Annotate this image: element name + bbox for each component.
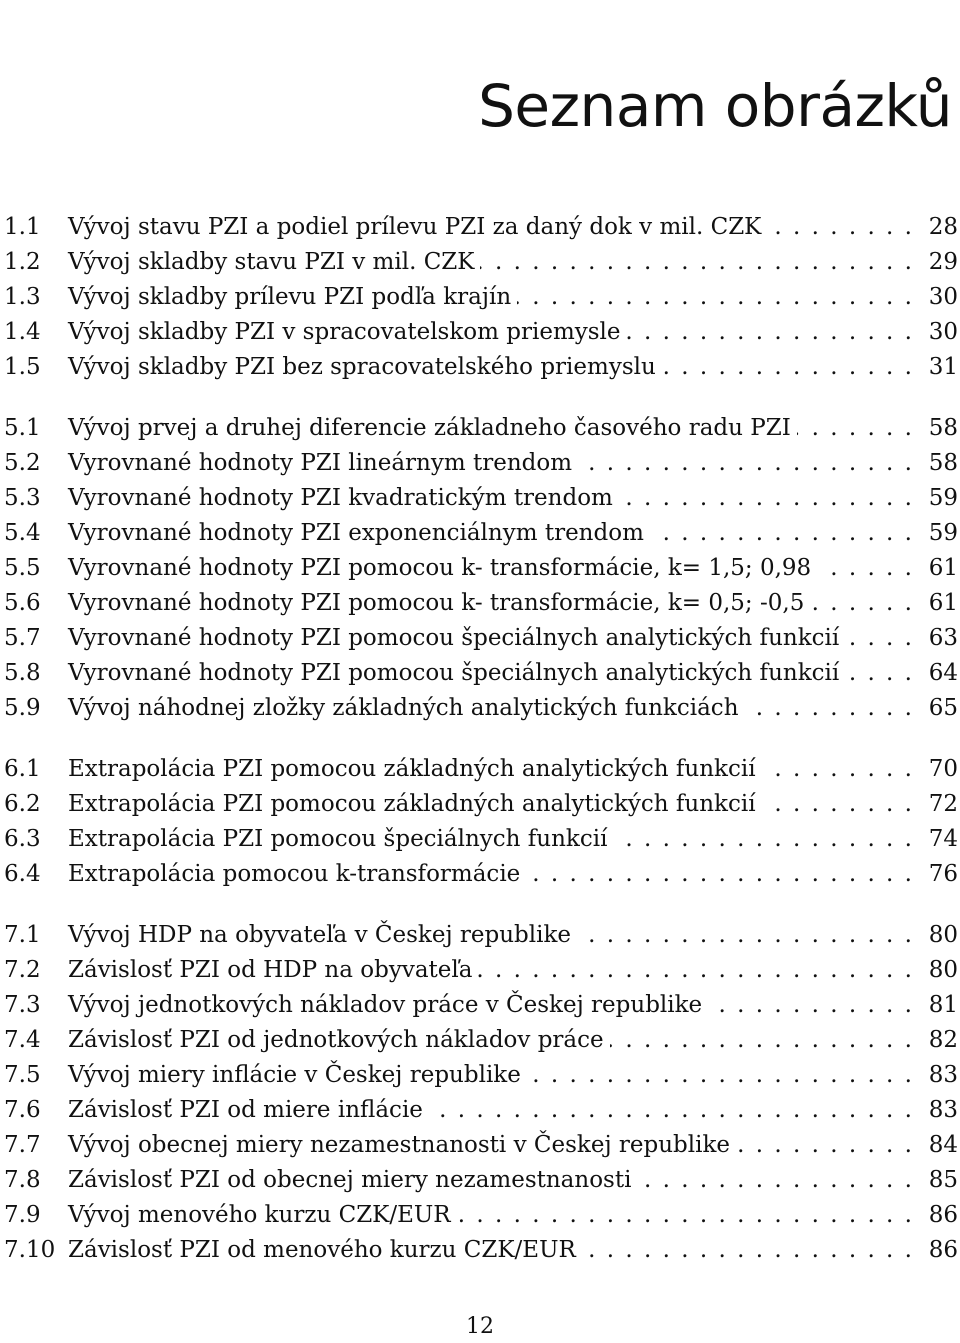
figure-page-number: 59 [928,485,958,511]
figure-page-number: 63 [928,625,958,651]
figure-entry[interactable] [0,1058,958,1093]
dot-leader [817,551,914,586]
figure-number: 7.7 [4,1132,41,1158]
figure-page-number: 59 [928,520,958,546]
figure-group [0,752,958,892]
figure-page-number: 61 [928,555,958,581]
figure-entry[interactable] [0,656,958,691]
figure-number: 7.3 [4,992,41,1018]
dot-leader [745,691,914,726]
figure-number: 6.4 [4,861,41,887]
figure-number: 5.3 [4,485,41,511]
dot-leader [582,1233,914,1268]
list-of-figures [0,210,958,1294]
figure-caption: Extrapolácia PZI pomocou základných analytických funkcií [68,791,756,817]
dot-leader [527,1058,914,1093]
dot-leader [767,210,914,245]
figure-entry[interactable] [0,1233,958,1268]
figure-entry[interactable] [0,988,958,1023]
figure-page-number: 86 [928,1202,958,1228]
figure-entry[interactable] [0,1198,958,1233]
figure-page-number: 58 [928,450,958,476]
figure-entry[interactable] [0,1023,958,1058]
figure-number: 6.3 [4,826,41,852]
figure-caption: Vývoj skladby PZI bez spracovatelského priemyslu [68,354,656,380]
dot-leader [845,656,914,691]
figure-page-number: 81 [928,992,958,1018]
figure-number: 1.4 [4,319,41,345]
dot-leader [845,621,914,656]
figure-number: 7.10 [4,1237,56,1263]
figure-number: 5.7 [4,625,41,651]
figure-caption: Vývoj náhodnej zložky základných analytických funkciách [68,695,739,721]
figure-entry[interactable] [0,551,958,586]
figure-group [0,918,958,1268]
figure-number: 7.5 [4,1062,41,1088]
dot-leader [526,857,914,892]
figure-entry[interactable] [0,1128,958,1163]
dot-leader [637,1163,914,1198]
figure-page-number: 30 [928,284,958,310]
figure-entry[interactable] [0,210,958,245]
figure-group [0,210,958,385]
dot-leader [627,315,914,350]
figure-number: 7.4 [4,1027,41,1053]
figure-caption: Vývoj stavu PZI a podiel prílevu PZI za daný dok v mil. CZK [68,214,762,240]
figure-caption: Vývoj miery inflácie v Českej republike [68,1062,521,1088]
figure-page-number: 28 [928,214,958,240]
figure-entry[interactable] [0,621,958,656]
figure-page-number: 58 [928,415,958,441]
figure-caption: Vývoj HDP na obyvateľa v Českej republike [68,922,572,948]
figure-number: 7.2 [4,957,41,983]
figure-number: 1.1 [4,214,41,240]
figure-caption: Vývoj jednotkových nákladov práce v Českej republike [68,992,703,1018]
figure-page-number: 82 [928,1027,958,1053]
figure-page-number: 61 [928,590,958,616]
figure-number: 5.4 [4,520,41,546]
dot-leader [662,350,914,385]
figure-caption: Vyrovnané hodnoty PZI kvadratickým trendom [68,485,613,511]
dot-leader [429,1093,914,1128]
figure-page-number: 85 [928,1167,958,1193]
figure-caption: Vývoj prvej a druhej diferencie základneho časového radu PZI [68,415,791,441]
figure-page-number: 31 [928,354,958,380]
figure-group [0,411,958,726]
figure-caption: Vyrovnané hodnoty PZI pomocou k- transformácie, k= 0,5; -0,5 [68,590,805,616]
figure-caption: Vyrovnané hodnoty PZI pomocou špeciálnych analytických funkcií [68,660,840,686]
figure-number: 5.6 [4,590,41,616]
figure-caption: Vyrovnané hodnoty PZI exponenciálnym trendom [68,520,644,546]
figure-page-number: 76 [928,861,958,887]
figure-caption: Závislosť PZI od HDP na obyvateľa [68,957,473,983]
dot-leader [613,822,914,857]
figure-page-number: 83 [928,1097,958,1123]
page-title: Seznam obrázků [478,71,952,140]
figure-number: 5.5 [4,555,41,581]
figure-caption: Vývoj menového kurzu CZK/EUR [68,1202,451,1228]
figure-page-number: 64 [928,660,958,686]
figure-entry[interactable] [0,918,958,953]
page-number: 12 [466,1314,494,1339]
dot-leader [810,586,914,621]
figure-entry[interactable] [0,787,958,822]
figure-number: 7.8 [4,1167,41,1193]
figure-page-number: 84 [928,1132,958,1158]
figure-number: 6.1 [4,756,41,782]
figure-number: 5.8 [4,660,41,686]
figure-caption: Vývoj skladby stavu PZI v mil. CZK [68,249,475,275]
figure-page-number: 86 [928,1237,958,1263]
figure-caption: Vývoj obecnej miery nezamestnanosti v Českej republike [68,1132,731,1158]
figure-caption: Závislosť PZI od jednotkových nákladov práce [68,1027,604,1053]
figure-entry[interactable] [0,691,958,726]
figure-caption: Závislosť PZI od miere inflácie [68,1097,423,1123]
figure-caption: Extrapolácia PZI pomocou základných analytických funkcií [68,756,756,782]
dot-leader [457,1198,914,1233]
figure-caption: Vývoj skladby prílevu PZI podľa krajín [68,284,512,310]
dot-leader [736,1128,914,1163]
figure-entry[interactable] [0,481,958,516]
figure-number: 5.1 [4,415,41,441]
figure-page-number: 30 [928,319,958,345]
dot-leader [650,516,914,551]
figure-number: 7.1 [4,922,41,948]
dot-leader [619,481,914,516]
dot-leader [578,446,914,481]
dot-leader [762,787,914,822]
figure-number: 1.5 [4,354,41,380]
figure-caption: Vyrovnané hodnoty PZI pomocou k- transformácie, k= 1,5; 0,98 [68,555,812,581]
figure-number: 5.9 [4,695,41,721]
figure-number: 5.2 [4,450,41,476]
figure-number: 6.2 [4,791,41,817]
figure-page-number: 29 [928,249,958,275]
figure-entry[interactable] [0,1093,958,1128]
figure-number: 7.6 [4,1097,41,1123]
figure-caption: Závislosť PZI od menového kurzu CZK/EUR [68,1237,576,1263]
figure-page-number: 72 [928,791,958,817]
figure-page-number: 83 [928,1062,958,1088]
figure-page-number: 70 [928,756,958,782]
figure-page-number: 80 [928,922,958,948]
figure-entry[interactable] [0,516,958,551]
figure-entry[interactable] [0,822,958,857]
dot-leader [762,752,914,787]
dot-leader [517,280,914,315]
figure-entry[interactable] [0,752,958,787]
figure-entry[interactable] [0,350,958,385]
figure-entry[interactable] [0,315,958,350]
figure-caption: Vyrovnané hodnoty PZI lineárnym trendom [68,450,573,476]
figure-caption: Vývoj skladby PZI v spracovatelskom priemysle [68,319,621,345]
dot-leader [610,1023,914,1058]
figure-entry[interactable] [0,857,958,892]
dot-leader [577,918,914,953]
figure-caption: Extrapolácia PZI pomocou špeciálnych funkcií [68,826,608,852]
figure-entry[interactable] [0,446,958,481]
figure-page-number: 74 [928,826,958,852]
figure-entry[interactable] [0,1163,958,1198]
dot-leader [708,988,914,1023]
figure-number: 1.3 [4,284,41,310]
figure-page-number: 65 [928,695,958,721]
figure-caption: Extrapolácia pomocou k-transformácie [68,861,521,887]
figure-entry[interactable] [0,280,958,315]
dot-leader [478,953,914,988]
figure-entry[interactable] [0,586,958,621]
figure-caption: Vyrovnané hodnoty PZI pomocou špeciálnych analytických funkcií [68,625,840,651]
figure-page-number: 80 [928,957,958,983]
figure-number: 7.9 [4,1202,41,1228]
figure-number: 1.2 [4,249,41,275]
figure-entry[interactable] [0,411,958,446]
dot-leader [797,411,914,446]
figure-entry[interactable] [0,953,958,988]
figure-caption: Závislosť PZI od obecnej miery nezamestnanosti [68,1167,632,1193]
figure-entry[interactable] [0,245,958,280]
dot-leader [480,245,914,280]
